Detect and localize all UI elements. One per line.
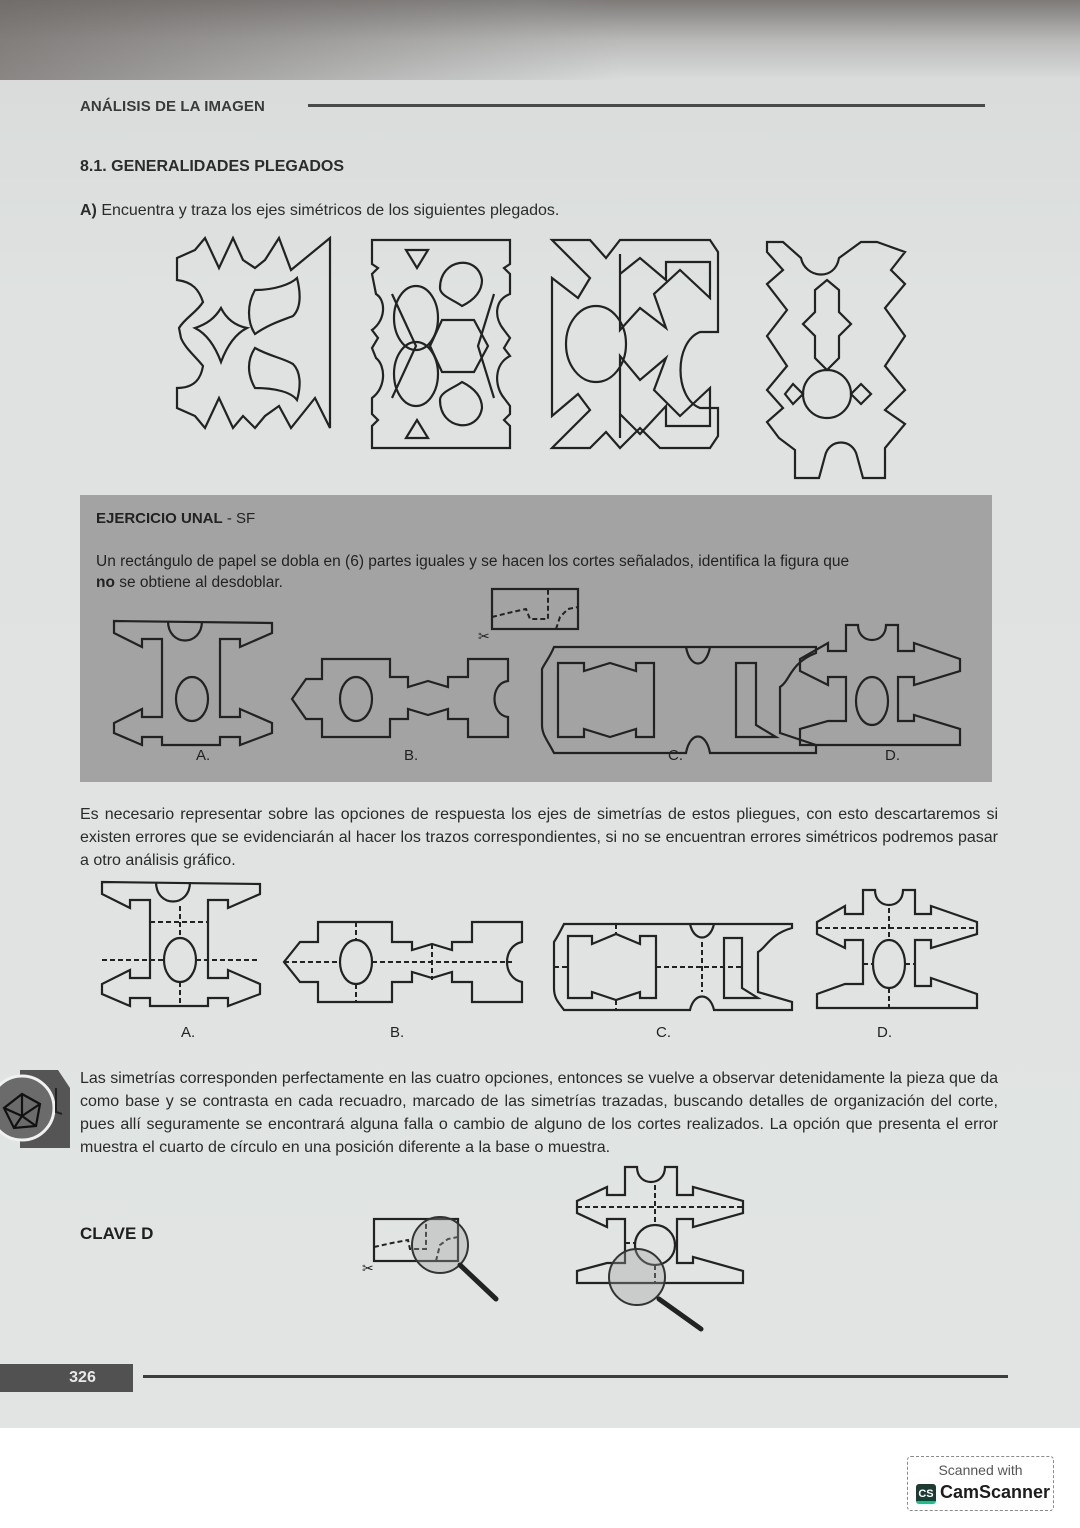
answer-d-magnified <box>575 1165 750 1335</box>
option-a-figure <box>112 619 277 747</box>
option-d-label: D. <box>885 747 900 764</box>
option-c-figure <box>540 645 820 755</box>
exercise-title <box>96 510 255 527</box>
option-c-label: C. <box>668 747 683 764</box>
fold-figure-4 <box>765 238 910 480</box>
camscanner-logo-icon: CS <box>916 1484 936 1504</box>
running-header: ANÁLISIS DE LA IMAGEN <box>80 98 265 115</box>
option-a-label: A. <box>196 747 211 764</box>
axis-option-c-label: C. <box>656 1024 671 1041</box>
instruction-text: Encuentra y traza los ejes simétricos de los siguientes plegados. <box>96 202 560 219</box>
axis-option-a-figure <box>100 880 265 1008</box>
scan-shadow <box>0 0 620 80</box>
watermark-brand: CamScanner <box>940 1482 1051 1502</box>
explanation-paragraph-1: Es necesario representar sobre las opciones de respuesta los ejes de simetrías de estos pliegues, con esto descartaremos si existen errores que se evidenciarán al hacer los trazos correspondientes, si no se encuentran errores simétricos podremos pasar a otro análisis gráfico. <box>80 806 998 869</box>
axis-option-b-figure <box>282 920 527 1005</box>
option-b-figure <box>290 657 510 739</box>
exercise-title-bold: EJERCICIO UNAL <box>96 510 223 527</box>
axis-option-d-figure <box>815 888 985 1010</box>
page-number: 326 <box>69 1369 96 1386</box>
camscanner-watermark <box>907 1456 1054 1511</box>
exercise-prompt-emphasis: no <box>96 574 115 591</box>
answer-key: CLAVE D <box>80 1224 154 1243</box>
option-b-label: B. <box>404 747 419 764</box>
scissors-icon: ✂ <box>362 1260 374 1276</box>
explanation-paragraph-2: Las simetrías corresponden perfectamente en las cuatro opciones, entonces se vuelve a observar detenidamente la pieza que da como base y se contrasta en cada recuadro, marcado de las simetrías trazadas, buscando detalles de organización del corte, pues allí seguramente se encontrará alguna falla o cambio de alguno de los cortes realizados. La opción que presenta el error muestra el cuarto de círculo en una posición diferente a la base o muestra. <box>80 1070 998 1156</box>
option-d-figure <box>798 623 968 747</box>
fold-figure-2 <box>370 238 515 450</box>
footer-rule <box>143 1375 1008 1378</box>
axis-option-d-label: D. <box>877 1024 892 1041</box>
header-rule <box>308 104 985 107</box>
exercise-prompt-line1: Un rectángulo de papel se dobla en (6) partes iguales y se hacen los cortes señalados, identifica la figura que <box>96 553 850 570</box>
axis-option-c-figure <box>552 922 797 1012</box>
instruction-prefix: A) <box>80 202 97 219</box>
exercise-box <box>80 495 992 782</box>
fold-figure-1 <box>175 238 335 438</box>
exercise-title-suffix: - SF <box>222 510 256 527</box>
section-title: 8.1. GENERALIDADES PLEGADOS <box>80 158 345 175</box>
scissors-icon: ✂ <box>478 628 490 644</box>
instruction <box>80 202 559 220</box>
axis-option-a-label: A. <box>181 1024 196 1041</box>
chapter-tab-polyhedron-icon <box>0 1068 72 1150</box>
folded-paper-sample <box>478 587 578 647</box>
axis-option-b-label: B. <box>390 1024 405 1041</box>
page-number-tab <box>0 1364 133 1392</box>
exercise-prompt-line2: se obtiene al desdoblar. <box>114 574 283 591</box>
fold-figure-3 <box>550 238 725 450</box>
watermark-caption: Scanned with <box>938 1462 1023 1478</box>
folded-paper-magnified <box>362 1215 507 1305</box>
